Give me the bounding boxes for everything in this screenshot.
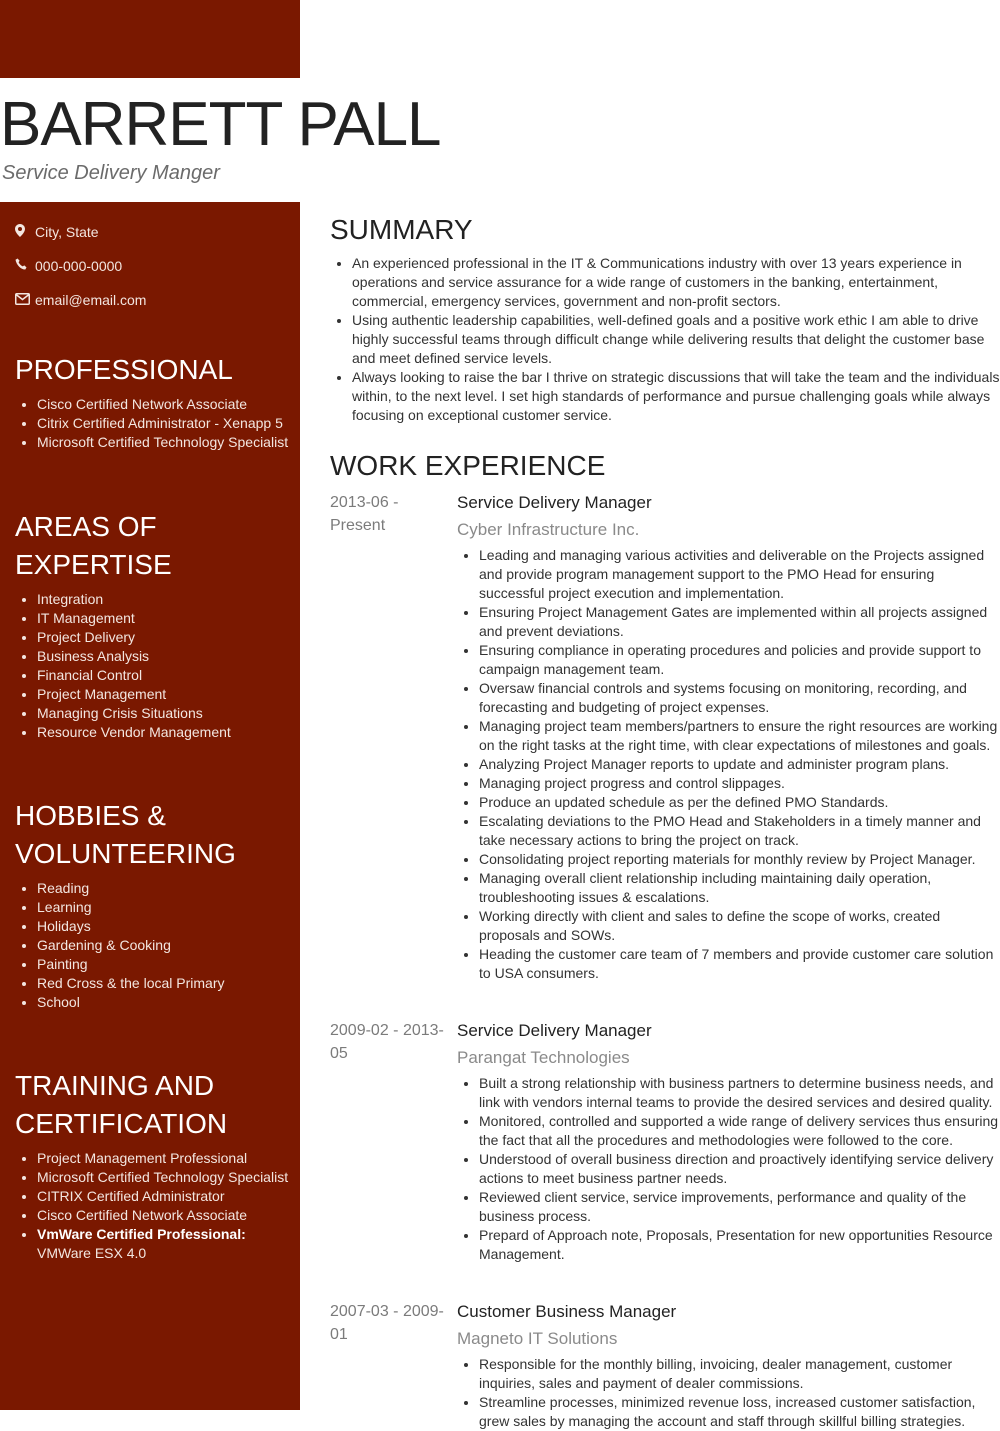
- training-heading-line1: TRAINING AND: [15, 1070, 215, 1101]
- list-item: • Holidays: [37, 917, 300, 936]
- list-item: • Project Management: [37, 685, 300, 704]
- list-item: • CITRIX Certified Administrator: [37, 1187, 300, 1206]
- list-item: • Financial Control: [37, 666, 300, 685]
- list-item: • Microsoft Certified Technology Specialist: [37, 1168, 300, 1187]
- job-entry: [330, 1300, 1000, 1431]
- contact-location: [0, 215, 300, 249]
- expertise-list: [0, 590, 300, 742]
- header-top-rule: [0, 71, 300, 74]
- job-dates: 2009-02 - 2013-05: [330, 1022, 444, 1062]
- candidate-title: Service Delivery Manger: [2, 162, 220, 184]
- work-experience-heading: WORK EXPERIENCE: [330, 450, 606, 481]
- list-item: • Managing project team members/partners to ensure the right resources are working on the right tasks at the right time, with clear expectations of milestones and goals.: [479, 717, 1000, 755]
- professional-list: [0, 395, 300, 452]
- location-text: City, State: [35, 224, 99, 240]
- list-item-vmware: [37, 1225, 300, 1263]
- job-bullets: [457, 546, 1000, 983]
- contact-phone: [0, 249, 300, 283]
- list-item: • Working directly with client and sales to define the scope of works, created proposals and SOWs.: [479, 907, 1000, 945]
- list-item: • IT Management: [37, 609, 300, 628]
- list-item: • Oversaw financial controls and systems focusing on monitoring, recording, and forecasting and budgeting of project expenses.: [479, 679, 1000, 717]
- training-heading-line2: CERTIFICATION: [15, 1108, 228, 1139]
- list-item: • Ensuring compliance in operating procedures and policies and provide support to campaign management team.: [479, 641, 1000, 679]
- envelope-icon: [15, 292, 33, 308]
- vmware-cert-label: VmWare Certified Professional:: [37, 1226, 246, 1242]
- sidebar: [0, 215, 300, 1263]
- training-heading: [0, 1067, 300, 1143]
- map-pin-icon: [15, 224, 33, 240]
- list-item: • Analyzing Project Manager reports to update and administer program plans.: [479, 755, 1000, 774]
- hobbies-list: [0, 879, 300, 1012]
- list-item: • Responsible for the monthly billing, invoicing, dealer management, customer inquiries, sales and payment of dealer commissions.: [479, 1355, 1000, 1393]
- list-item: • Leading and managing various activities and deliverable on the Projects assigned and provide program management support to the PMO Head for ensuring successful project execution and implementation.: [479, 546, 1000, 603]
- hobbies-heading-line2: VOLUNTEERING: [15, 838, 236, 869]
- job-dates: 2013-06 - Present: [330, 494, 399, 534]
- candidate-name: BARRETT PALL: [0, 90, 441, 159]
- list-item: • Project Management Professional: [37, 1149, 300, 1168]
- email-text: email@email.com: [35, 292, 147, 308]
- vmware-cert-detail: VMWare ESX 4.0: [37, 1245, 147, 1261]
- list-item: • Reading: [37, 879, 300, 898]
- contact-email: [0, 283, 300, 317]
- list-item: • Understood of overall business direction and proactively identifying service delivery actions to meet business partner needs.: [479, 1150, 1000, 1188]
- header-bottom-rule: [0, 206, 300, 209]
- list-item: • Project Delivery: [37, 628, 300, 647]
- list-item: • Built a strong relationship with business partners to determine business needs, and link with vendors internal teams to provide the desired services and desired quality.: [479, 1074, 1000, 1112]
- job-position: Service Delivery Manager: [457, 1021, 652, 1040]
- phone-text: 000-000-0000: [35, 258, 123, 274]
- list-item: • Gardening & Cooking: [37, 936, 300, 955]
- job-entry: [330, 491, 1000, 983]
- hobbies-heading: [0, 797, 300, 873]
- job-company: Cyber Infrastructure Inc.: [457, 520, 640, 539]
- job-bullets: [457, 1074, 1000, 1264]
- professional-heading: PROFESSIONAL: [15, 354, 233, 385]
- list-item: • Heading the customer care team of 7 members and provide customer care solution to USA consumers.: [479, 945, 1000, 983]
- main-content: [330, 210, 1000, 1431]
- list-item: • Business Analysis: [37, 647, 300, 666]
- phone-icon: [15, 258, 33, 274]
- job-bullets: [457, 1355, 1000, 1431]
- hobbies-heading-line1: HOBBIES &: [15, 800, 166, 831]
- list-item: • Always looking to raise the bar I thrive on strategic discussions that will take the team and the individuals within, to the next level. I set high standards of performance and pursue challenging goals while always focusing on exceptional customer service.: [352, 368, 1000, 425]
- summary-heading: SUMMARY: [330, 214, 473, 245]
- job-position: Customer Business Manager: [457, 1302, 677, 1321]
- job-company: Parangat Technologies: [457, 1048, 630, 1067]
- list-item: • Cisco Certified Network Associate: [37, 1206, 300, 1225]
- list-item: • Using authentic leadership capabilities, well-defined goals and a positive work ethic I am able to drive highly successful teams through difficult change while delivering results that delight the customer base and meet defined service levels.: [352, 311, 1000, 368]
- list-item: • Microsoft Certified Technology Specialist: [37, 433, 300, 452]
- job-company: Magneto IT Solutions: [457, 1329, 618, 1348]
- list-item: • Red Cross & the local Primary: [37, 974, 300, 993]
- list-item: • Monitored, controlled and supported a wide range of delivery services thus ensuring the fact that all the procedures and methodologies were followed to the core.: [479, 1112, 1000, 1150]
- list-item: • Produce an updated schedule as per the defined PMO Standards.: [479, 793, 1000, 812]
- job-position: Service Delivery Manager: [457, 493, 652, 512]
- list-item: • Streamline processes, minimized revenue loss, increased customer satisfaction, grew sales by managing the account and staff through skillful billing strategies.: [479, 1393, 1000, 1431]
- job-entry: [330, 1019, 1000, 1264]
- list-item: • Painting: [37, 955, 300, 974]
- list-item: • Ensuring Project Management Gates are implemented within all projects assigned and prevent deviations.: [479, 603, 1000, 641]
- list-item: • An experienced professional in the IT & Communications industry with over 13 years experience in operations and service assurance for a wide range of customers in the banking, entertainment, commercial, emergency services, government and non-profit sectors.: [352, 254, 1000, 311]
- list-item: • Reviewed client service, service improvements, performance and quality of the business process.: [479, 1188, 1000, 1226]
- list-item: • Resource Vendor Management: [37, 723, 300, 742]
- list-item: • Integration: [37, 590, 300, 609]
- list-item: • School: [37, 993, 300, 1012]
- list-item: • Citrix Certified Administrator - Xenapp 5: [37, 414, 300, 433]
- list-item: • Managing Crisis Situations: [37, 704, 300, 723]
- training-list: [0, 1149, 300, 1263]
- list-item: • Managing project progress and control slippages.: [479, 774, 1000, 793]
- list-item: • Managing overall client relationship including maintaining daily operation, troubleshooting issues & escalations.: [479, 869, 1000, 907]
- expertise-heading: AREAS OF EXPERTISE: [15, 511, 172, 580]
- list-item: • Escalating deviations to the PMO Head and Stakeholders in a timely manner and take necessary actions to bring the project on track.: [479, 812, 1000, 850]
- summary-list: [330, 254, 1000, 425]
- list-item: • Prepard of Approach note, Proposals, Presentation for new opportunities Resource Management.: [479, 1226, 1000, 1264]
- job-dates: 2007-03 - 2009-01: [330, 1303, 444, 1343]
- list-item: • Consolidating project reporting materials for monthly review by Project Manager.: [479, 850, 1000, 869]
- list-item: • Cisco Certified Network Associate: [37, 395, 300, 414]
- list-item: • Learning: [37, 898, 300, 917]
